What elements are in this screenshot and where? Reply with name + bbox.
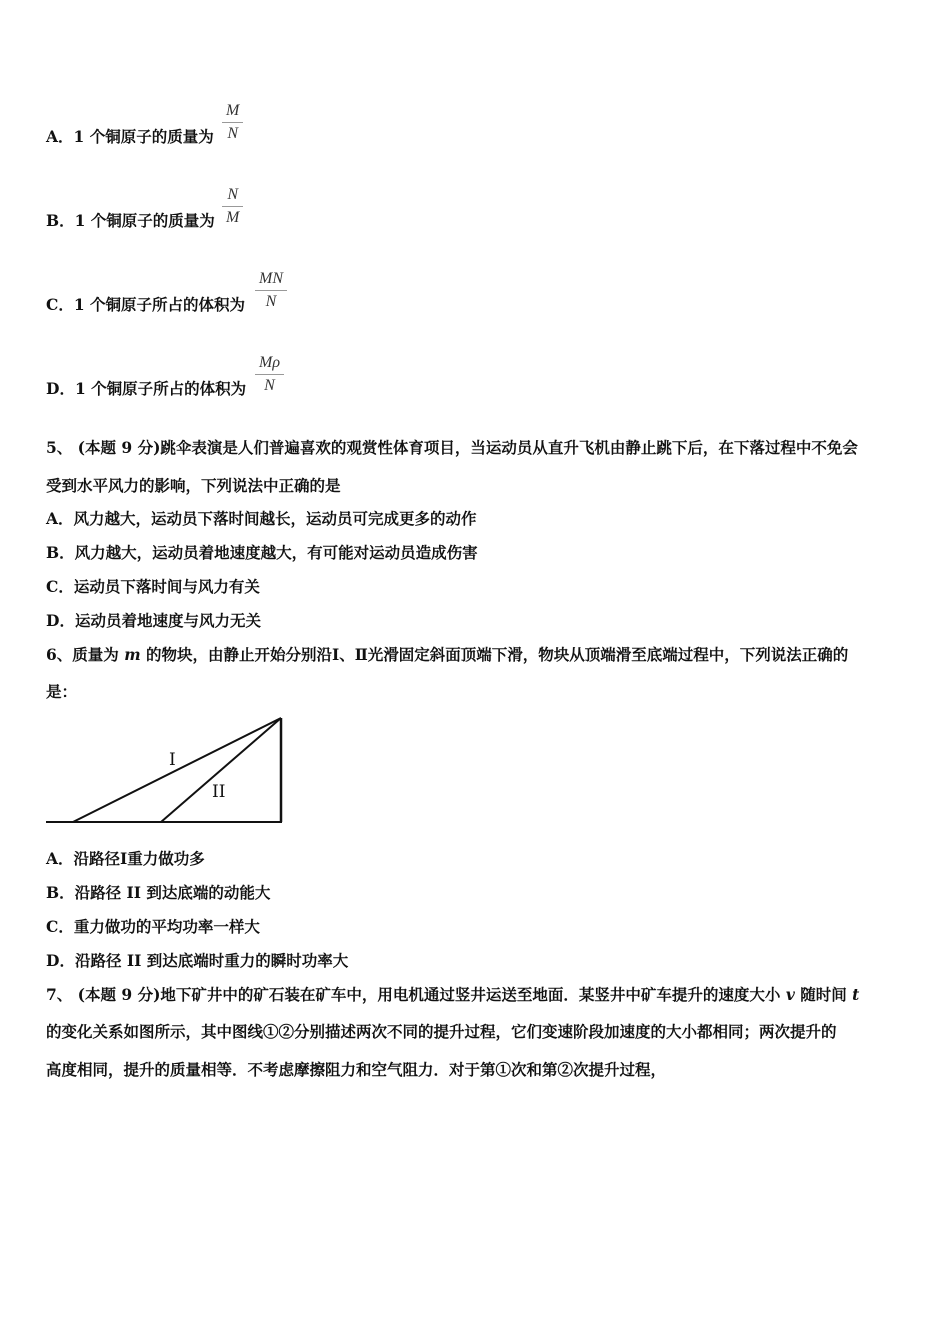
fraction-denominator: M	[226, 209, 240, 226]
q5-stem-line2: 受到水平风力的影响，下列说法中正确的是	[46, 476, 341, 495]
q6-option-a: A．沿路径Ⅰ重力做功多	[46, 849, 205, 868]
q5-option-d: D．运动员着地速度与风力无关	[46, 611, 261, 630]
fraction-numerator: M	[226, 102, 240, 119]
fraction-denominator: N	[227, 125, 238, 142]
q5-option-b: B．风力越大，运动员着地速度越大，有可能对运动员造成伤害	[46, 543, 478, 562]
fraction-numerator: N	[227, 186, 238, 203]
q5-option-a: A．风力越大，运动员下落时间越长，运动员可完成更多的动作	[46, 509, 477, 528]
q7-stem-line2: 的变化关系如图所示，其中图线①②分别描述两次不同的提升过程，它们变速阶段加速度的大小都相同；两次提升的	[46, 1022, 837, 1041]
q6-mass-variable: m	[124, 645, 141, 664]
q6-option-c: C．重力做功的平均功率一样大	[46, 917, 260, 936]
q4-option-a-fraction	[222, 102, 243, 143]
path-2-label: II	[212, 782, 226, 802]
q4-option-c	[46, 295, 245, 315]
incline-figure	[44, 712, 289, 830]
q4-option-d-label: D．1 个铜原子所占的体积为	[46, 379, 247, 398]
path-1-label: I	[169, 750, 176, 770]
q6-stem-line2: 是：	[46, 682, 78, 701]
q4-option-c-label: C．1 个铜原子所占的体积为	[46, 295, 246, 314]
q7-stem-mid: 随时间	[794, 985, 853, 1004]
q4-option-a	[46, 127, 214, 147]
fraction-denominator: N	[264, 377, 275, 394]
q7-stem-pre: 7、 (本题 9 分)地下矿井中的矿石装在矿车中，用电机通过竖井运送至地面．某竖井中矿车提升的速度大小	[46, 985, 786, 1004]
q6-option-b: B．沿路径 II 到达底端的动能大	[46, 883, 271, 902]
fraction-numerator: Mρ	[259, 354, 281, 371]
q7-stem-line1	[46, 985, 859, 1005]
q6-option-d: D．沿路径 II 到达底端时重力的瞬时功率大	[46, 951, 349, 970]
q6-stem-post: 的物块，由静止开始分别沿Ⅰ、Ⅱ光滑固定斜面顶端下滑，物块从顶端滑至底端过程中，下列说法正确的	[140, 645, 849, 664]
q7-stem-line3: 高度相同，提升的质量相等．不考虑摩擦阻力和空气阻力．对于第①次和第②次提升过程，	[46, 1060, 667, 1079]
incline-path-1	[73, 718, 281, 822]
fraction-denominator: N	[265, 293, 277, 310]
q4-option-a-label: A．1 个铜原子的质量为	[46, 127, 214, 146]
q4-option-d	[46, 379, 246, 399]
q4-option-c-fraction	[255, 270, 287, 311]
incline-diagram	[44, 712, 289, 830]
q7-time-variable: t	[852, 985, 860, 1004]
q4-option-b	[46, 211, 215, 231]
q4-option-b-label: B．1 个铜原子的质量为	[46, 211, 215, 230]
q6-stem-line1	[46, 645, 848, 665]
q5-option-c: C．运动员下落时间与风力有关	[46, 577, 260, 596]
q6-stem-pre: 6、质量为	[46, 645, 125, 664]
q4-option-b-fraction	[222, 186, 243, 227]
q7-velocity-variable: v	[785, 985, 795, 1004]
fraction-numerator: MN	[259, 270, 283, 287]
q5-stem-line1: 5、 (本题 9 分)跳伞表演是人们普遍喜欢的观赏性体育项目，当运动员从直升飞机由静止跳下后，在下落过程中不免会	[46, 438, 858, 457]
q4-option-d-fraction	[255, 354, 284, 395]
